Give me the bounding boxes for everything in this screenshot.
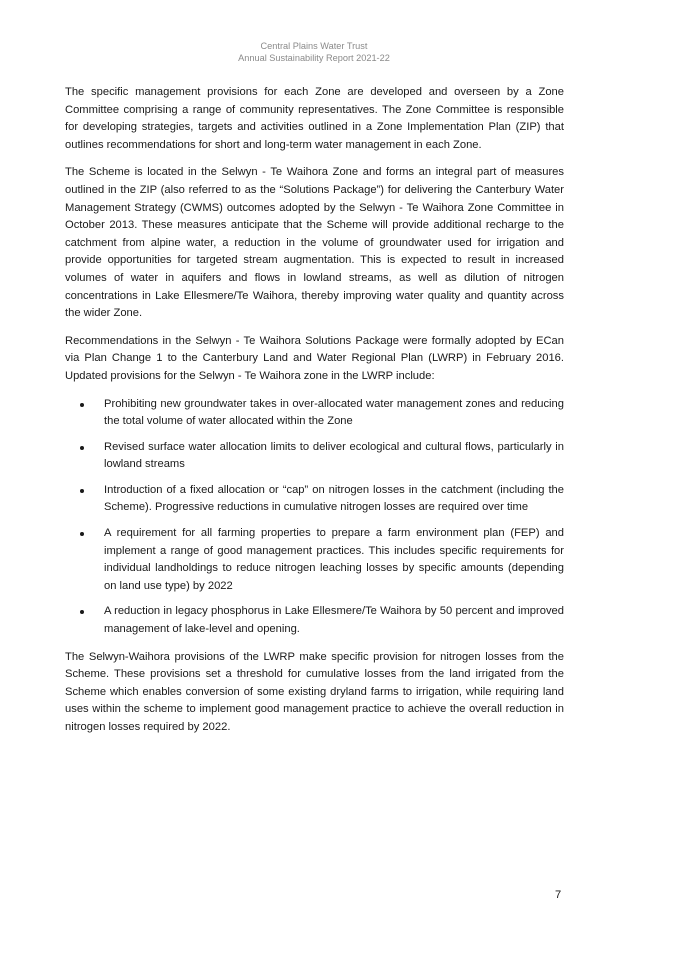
page-header (0, 40, 628, 64)
list-item-text: A reduction in legacy phosphorus in Lake Ellesmere/Te Waihora by 50 percent and improved management of lake-level and opening. (104, 605, 564, 636)
bullet-icon (80, 403, 84, 407)
paragraph-selwyn-waihora-provisions: The Selwyn-Waihora provisions of the LWRP make specific provision for nitrogen losses from the Scheme. These provisions set a threshold for cumulative losses from the land irrigated from the Scheme which enables conversion of some existing dryland farms to irrigation, while requiring land uses within the scheme to implement good management practice to achieve the overall reduction in nitrogen losses required by 2022. (65, 650, 564, 733)
list-item (65, 482, 564, 517)
bullet-icon (80, 489, 84, 493)
list-item-text: Revised surface water allocation limits to deliver ecological and cultural flows, particularly in lowland streams (104, 440, 564, 471)
page-number: 7 (555, 889, 562, 901)
bullet-icon (80, 610, 84, 614)
bullet-icon (80, 446, 84, 450)
bullet-icon (80, 532, 84, 536)
list-item-text: Prohibiting new groundwater takes in over-allocated water management zones and reducing the total volume of water allocated within the Zone (104, 397, 564, 428)
paragraph-scheme-location: The Scheme is located in the Selwyn - Te Waihora Zone and forms an integral part of measures outlined in the ZIP (also referred to as the “Solutions Package”) for delivering the Canterbury Water Management Strategy (CWMS) outcomes adopted by the Selwyn - Te Waihora Zone Committee in October 2013. These measures anticipate that the Scheme will provide additional recharge to the catchment from alpine water, a reduction in the volume of groundwater used for irrigation and provide opportunities for targeted stream augmentation. This is expected to result in increased volumes of water in aquifers and flows in lowland streams, as well as dilution of nitrogen concentrations in Lake Ellesmere/Te Waihora, thereby improving water quality and quantity across the wider Zone. (65, 166, 564, 320)
list-item (65, 525, 564, 595)
paragraph-recommendations: Recommendations in the Selwyn - Te Waihora Solutions Package were formally adopted by ECan via Plan Change 1 to the Canterbury Land and Water Regional Plan (LWRP) in February 2016. Updated provisions for the Selwyn - Te Waihora zone in the LWRP include: (65, 334, 564, 382)
paragraph-zone-committee: The specific management provisions for each Zone are developed and overseen by a Zone Committee comprising a range of community representatives. The Zone Committee is responsible for developing strategies, targets and activities outlined in a Zone Implementation Plan (ZIP) that outlines recommendations for short and long-term water management in each Zone. (65, 86, 564, 151)
list-item (65, 439, 564, 474)
list-item (65, 603, 564, 638)
list-item-text: A requirement for all farming properties to prepare a farm environment plan (FEP) and implement a range of good management practices. This includes specific requirements for individual landholdings to reduce nitrogen leaching losses by specific amounts (depending on land use type) by 2022 (104, 527, 564, 592)
provisions-list (65, 396, 564, 639)
header-report-title: Annual Sustainability Report 2021-22 (238, 53, 390, 63)
list-item (65, 396, 564, 431)
list-item-text: Introduction of a fixed allocation or “cap” on nitrogen losses in the catchment (including the Scheme). Progressive reductions in cumulative nitrogen losses are required over time (104, 483, 564, 514)
body-content (65, 84, 564, 747)
header-organisation: Central Plains Water Trust (260, 41, 368, 51)
